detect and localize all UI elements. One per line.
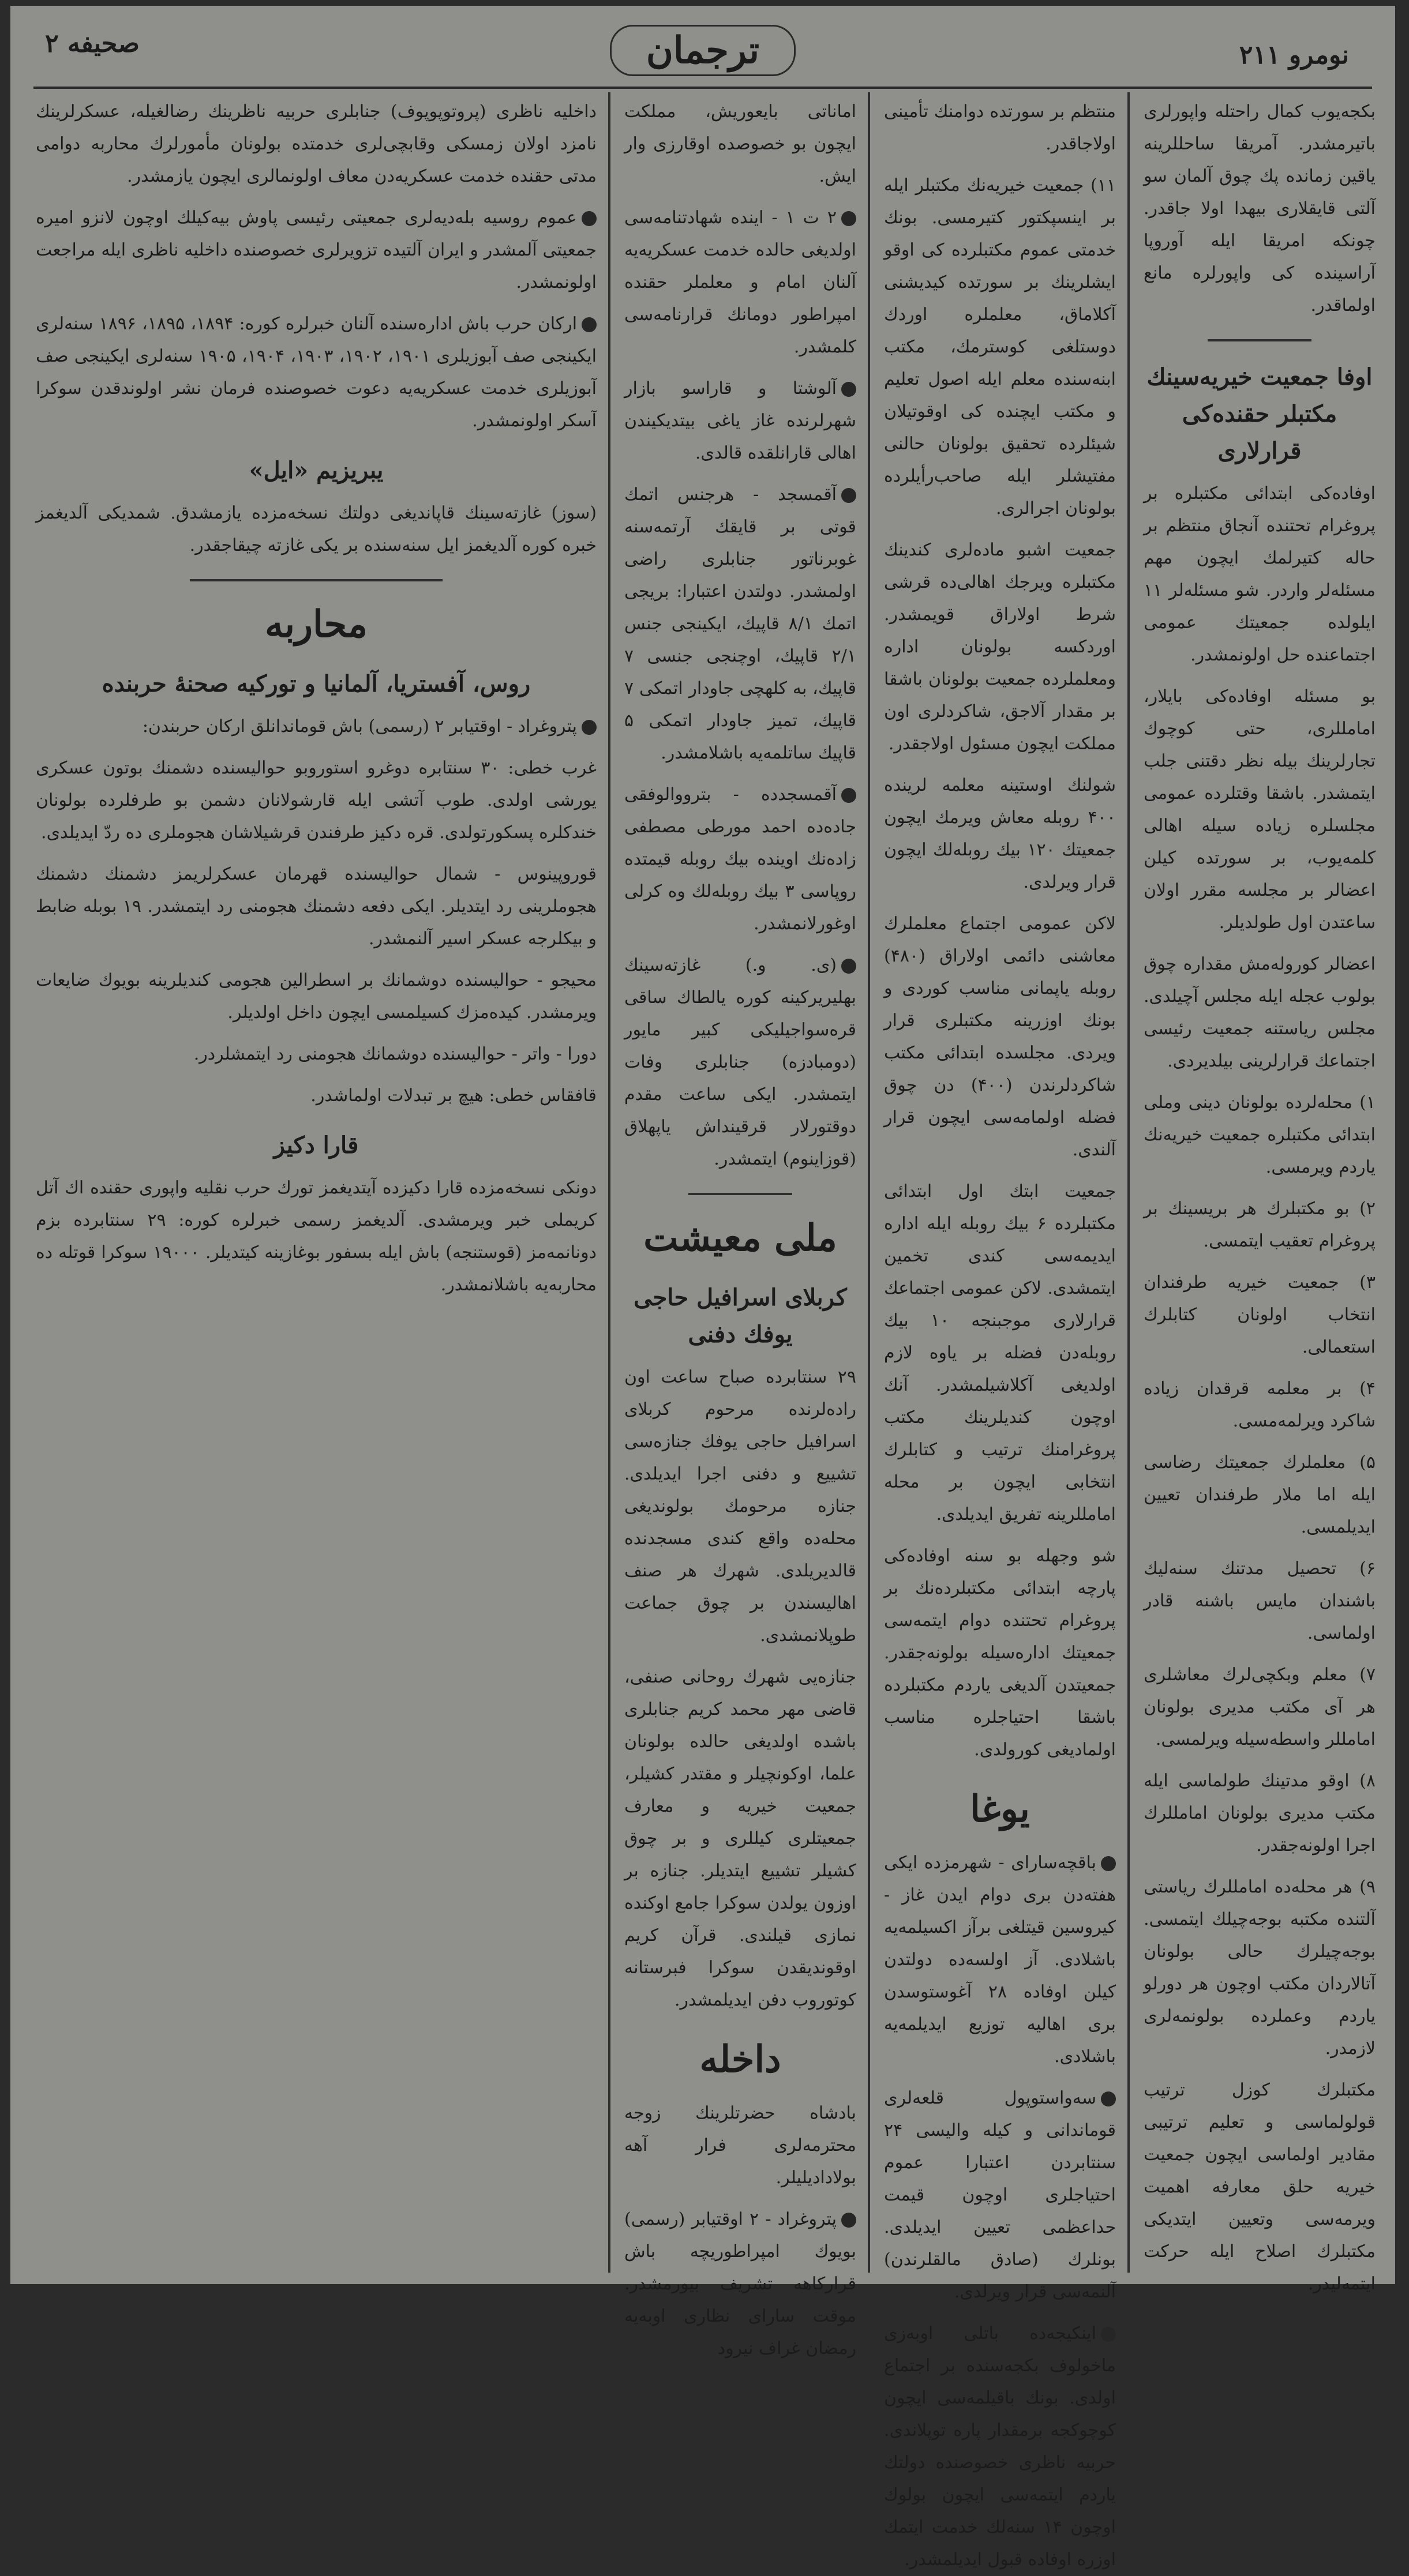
paragraph: شو وجهله بو سنه اوفاده‌کی پارچه ابتدائی مکتبلرده‌نك بر پروغرام تحتنده دوام ایتمه‌سی جمعیتك اداره‌سیله بولونه‌جقدر. جمعیتدن آلدیغی یاردم مکتبلرده باشقا احتیاجلره مناسب اولمادیغی کورولدی. — [884, 1546, 1116, 1760]
paragraph: ۱۱) جمعیت خیریه‌نك مکتبلر ایله بر اینسپکتور کتیرمسی. بونك خدمتی عموم مکتبلرده کی اوقو ایشلرینك بر سورتده کیدیشنی آکلاماق، معلملره اوردك دوستلغی کوسترمك، مکتب ابنه‌سنده معلم ایله اصول تعلیم و مکتب ایچنده کی اوقوتیلان شیئلرده تحقیق بولونان حالنی مفتیشلر ایله صاحب‌رأیلرده بولونان اجرالری. — [884, 175, 1116, 519]
bullet-icon — [1101, 2327, 1116, 2342]
paragraph-text: عموم روسیه بله‌دیه‌لری جمعیتی رئیسی پاوش بیه‌کیلك اوچون لانزو امیره جمعیتی آلمشدر و ایران آلتیده تزویرلری خصوصنده داخلیه ناظری ایله مراجعت اولونمشدر. — [36, 208, 597, 292]
paragraph: شولنك اوستینه معلمه لرینده ۴۰۰ روبله معاش ویرمك ایچون جمعیتك ۱۲۰ بیك روبله‌لك ایچون قرار ویرلدی. — [884, 775, 1116, 892]
paragraph-text: ارکان حرب باش اداره‌سنده آلنان خبرلره کوره: ۱۸۹۴، ۱۸۹۵، ۱۸۹۶ سنه‌لری ایکینجی صف آبوزیلری ۱۹۰۱، ۱۹۰۲، ۱۹۰۳، ۱۹۰۴، ۱۹۰۵ سنه‌لری ایکینجی صف آبوزیلری خدمت عسکریه‌یه دعوت خصوصنده فرمان نشر اولوندقدن سوکرا آسکر اولونمشدر. — [36, 314, 597, 431]
column-2 — [876, 92, 1124, 2570]
paragraph-text: ۲ ت ۱ - اینده شهادتنامه‌سی اولدیغی حالده خدمت عسکریه‌یه آلنان امام و معلملر حقنده امپراطور دومانك قرارنامه‌سی کلمشدر. — [624, 208, 856, 357]
paragraph-text: (ی. و.) غازته‌سینك بهلیریرکینه کوره یالطاك ساقی قره‌سواجیلیکی کبیر مایور (دومبادزه) جنابلری وفات ایتمشدر. ایکی ساعت مقدم دوقتورلار قرقینداش یاپهلاق (قوزاینوم) ایتمشدر. — [624, 955, 856, 1169]
section-heading: یوغا — [970, 1788, 1030, 1831]
paragraph-text: باقچه‌سارای - شهرمزده ایکی هفته‌دن بری دوام ایدن غاز - کیروسین قیتلغی برآز اکسیلمه‌یه باشلادی. آز اولسه‌ده دولتدن کیلن اوفاده ۲۸ آغوستوسدن بری اهالیه توزیع ایدیلمه‌یه باشلادی. — [884, 1853, 1116, 2067]
paragraph — [36, 308, 597, 437]
bullet-icon — [841, 382, 856, 397]
article-heading: یبریزیم «ایل» — [249, 457, 384, 484]
page-number: صحیفه ۲ — [45, 29, 140, 58]
columns — [22, 92, 1384, 2570]
divider — [1208, 339, 1312, 341]
paragraph: منتظم بر سورتده دوامنك تأمینی اولاجاقدر. — [884, 102, 1116, 154]
list-item: ۹) هر محله‌ده امامللرك ریاستی آلتنده مکتبه بوجه‌چیلك ایتمسی. بوجه‌چیلرك حالی بولونان آتالاردان مکتب اوچون هر دورلو یاردم وعملرده بولونمه‌لری لازمدر. — [1144, 1877, 1376, 2059]
issue-number: نومرو ۲۱۱ — [1239, 40, 1349, 70]
bullet-icon — [841, 788, 856, 803]
paragraph — [624, 779, 856, 940]
newspaper-title-text: ترجمان — [610, 25, 796, 76]
section-heading: ملی معیشت — [643, 1216, 837, 1260]
paragraph: غرب خطی: ۳۰ سنتابره دوغرو استوروبو حوالیسنده دشمنك بوتون عسکری یورشی اولدی. طوب آتشی ایله قارشولانان دشمن بو طرفلرده بولونان خندکلره پسکورتولدی. قره دکیز طرفندن قرشیلاشان هجوملری ده ردّ ایدیلدی. — [36, 758, 597, 843]
paragraph: محیجو - حوالیسنده دوشمانك بر اسطرالین هجومی کندیلرینه بویوك ضایعات ویرمشدر. کیده‌مزك کسیلمسی ایچون داخل اولدیلر. — [36, 970, 597, 1023]
paragraph: دونکی نسخه‌مزده قارا دکیزده آیتدیغمز تورك حرب نقلیه واپوری حقنده اك آتل کریملی خبر ویرمشدی. آلدیغمز رسمی خبرلره کوره: ۲۹ سنتابرده بزم دونانمه‌مز (قوستنجه) باش ایله بسفور بوغازینه کیتدیلر. ۱۹۰۰۰ سوکرا قوتله ده محاربه‌یه باشلانمشدر. — [36, 1178, 597, 1295]
paragraph: قوروپینوس - شمال حوالیسنده قهرمان عسکرلریمز دشمنك دشمنك هجوملرینی رد ایتدیلر. ایکی دفعه دشمنك هجومنی رد ایتمشدر. ۱۹ بوبله ضابط و بیکلرجه عسکر اسیر آلنمشدر. — [36, 864, 597, 949]
masthead — [33, 17, 1372, 89]
paragraph: اوفاده‌کی ابتدائی مکتبلره بر پروغرام تحتنده آنجاق منتظم بر حاله کتیرلمك ایچون مهم مسئله‌لر واردر. شو مسئله‌لر ۱۱ ایلولده جمعیتك عمومی اجتماعنده حل اولونمشدر. — [1144, 483, 1376, 665]
paragraph: جمعیت ابتك اول ابتدائی مکتبلرده ۶ بیك روبله ایله اداره ایدیمه‌سی کندی تخمین ایتمشدی. لاکن عمومی اجتماعك قرارلاری موجبنجه ۱۰ بیك روبله‌دن فضله بر یاوه لازم اولدیغی آکلاشیلمشدر. آنك اوچون کندیلرینك مکتب پروغرامنك ترتیب و کتابلرك انتخابی ایچون بر محله امامللرینه تفریق ایدیلدی. — [884, 1181, 1116, 1524]
list-item: ۶) تحصیل مدتنك سنه‌لیك باشندان مایس باشنه قادر اولماسی. — [1144, 1559, 1376, 1643]
section-heading: داخله — [699, 2038, 781, 2081]
paragraph-text: آقمسجد - هرجنس اتمك قوتی بر قایقك آرتمه‌سنه غوبرناتور جنابلری راضی اولمشدر. دولتدن اعتبارا: بریجی اتمك ۸/۱ قاپیك، ایکینجی جنس ۲/۱ قاپیك، اوچنجی جنسی ۷ قاپیك، به کلهچی جاودار اتمکی ۷ قاپیك، تمیز جاودار اتمکی ۵ قاپیك ساتلمه‌یه باشلامشدر. — [624, 485, 856, 763]
bullet-icon — [841, 488, 856, 503]
paragraph: (سوز) غازته‌سینك قاپاندیغی دولتك نسخه‌مزده یازمشدق. شمدیکی آلدیغمز خبره کوره آلدیغمز ایل سنه‌سنده بر یکی غازته چیقاجقدر. — [36, 503, 597, 555]
paragraph: اعضالر کوروله‌مش مقداره چوق بولوب عجله ایله مجلس آچیلدی. مجلس ریاستنه جمعیت رئیسی اجتماعك قرارلرینی بیلدیردی. — [1144, 954, 1376, 1071]
paragraph — [624, 202, 856, 363]
paragraph-text: پتروغراد - اوقتیابر ۲ (رسمی) باش قوماندانلق ارکان حربندن: — [142, 716, 577, 737]
column-3 — [616, 92, 864, 2359]
column-1 — [1136, 92, 1384, 2294]
article-heading: قارا دکیز — [273, 1132, 359, 1159]
paragraph: اماناتی بایعوریش، مملکت ایچون بو خصوصده اوقارزی وار ایش. — [624, 102, 856, 186]
newspaper-title — [33, 29, 1372, 72]
divider — [190, 579, 442, 581]
bullet-icon — [582, 317, 597, 332]
paragraph: بکجه‌یوب کمال راحتله واپورلری باتیرمشدر. آمریقا ساحللرینه یاقین زمانده پك چوق آلمان سو آلتی قایقلاری بیهدا اولا جاقدر. چونکه امریقا ایله آوروپا آراسینده کی واپورلره مانع اولماقدر. — [1144, 102, 1376, 316]
paragraph-text: اینکیجه‌ده باتلی اوبه‌زی ماخولوف بکجه‌سنده بر اجتماع اولدی. بونك باقیلمه‌سی ایچون کوچوکجه برمقدار پاره توپلاندی. حربیه ناظری خصوصنده دولتك یاردم ایتمه‌سی ایچون بولوك اوچون ۱۴ سنه‌لك خدمت ایتمك اوزره اوفاده قبول ایدیلمشدر. — [884, 2323, 1116, 2570]
list-item: ۲) بو مکتبلرك هر بریسینك بر پروغرام تعقیب ایتمسی. — [1144, 1199, 1376, 1251]
column-rule — [1127, 92, 1130, 2273]
bullet-icon — [841, 959, 856, 974]
bullet-icon — [1101, 1856, 1116, 1871]
bullet-icon — [1101, 2091, 1116, 2106]
paragraph-text: آقمسجدده - بترووالوفقی جاده‌ده احمد مورطی مصطفی زاده‌نك اوینده بیك روبله قیمتده روپاسی ۳ بیك روبله‌لك وه کرلی اوغورلانمشدر. — [624, 784, 856, 934]
paragraph — [36, 711, 597, 743]
bullet-icon — [582, 211, 597, 226]
paragraph-text: پتروغراد - ۲ اوقتیابر (رسمی) بویوك امپراطوریچه باش قرارکاهه تشریف بیورمشدر. موقت سارای نظاری اوبه‌یه رمضان غراف نیرود — [624, 2209, 856, 2359]
paragraph — [884, 2082, 1116, 2308]
paragraph: جنازه‌یی شهرك روحانی صنفی، قاضی مهر محمد کریم جنابلری باشده اولدیغی حالده بولونان علما، اوکونچیلر و مقتدر کشیلر، جمعیت خیریه و معارف جمعیتلری کیللری و بر چوق کشیلر تشییع ایتدیلر. جنازه بر اوزون یولدن سوکرا جامع اوکنده نمازی قیلندی. قرآن کریم اوقوندیقدن سوکرا فبرستانه کوتوروب دفن ایدیلمشدر. — [624, 1667, 856, 2010]
paragraph: لاکن عمومی اجتماع معلملرك معاشنی دائمی اولاراق (۴۸۰) روبله یاپمانی مناسب کوردی و بونك اوزرینه مکتبلری قرار ویردی. مجلسده ابتدائی مکتب شاکردلرندن (۴۰۰) دن چوق فضله اولمامه‌سی ایچون قرار آلندی. — [884, 914, 1116, 1160]
paragraph: ۲۹ سنتابرده صباح ساعت اون راده‌لرنده مرحوم کربلای اسرافیل حاجی یوفك جنازه‌سی تشییع و دفنی اجرا ایدیلدی. جنازه مرحومك بولوندیغی محله‌ده واقع کندی مسجدنده قالدیریلدی. شهرك هر صنف اهالیسندن بر چوق جماعت طوپلانمشدی. — [624, 1367, 856, 1646]
list-item: ۳) جمعیت خیریه طرفندان انتخاب اولونان کتابلرك استعمالی. — [1144, 1272, 1376, 1357]
paragraph — [624, 373, 856, 470]
section-heading: محاربه — [264, 603, 368, 646]
paragraph — [36, 202, 597, 299]
paragraph: بو مسئله اوفاده‌کی بایلار، امامللری، حتی کوچوك تجارلرینك بیله نظر دقتنی جلب ایتمشدر. باشقا وقتلرده عمومی مجلسلره زیاده سیله اهالی کلمه‌یوب، بر سورتده کیلن اعضالر بر مجلسه مقرر اولان ساعتدن اول طولدیلر. — [1144, 686, 1376, 933]
paragraph: مکتبلرك کوزل ترتیب قولولماسی و تعلیم ترتیبی مقادیر اولماسی ایچون جمعیت خیریه حلق معارفه اهمیت ویرمه‌سی وتعیین ایتدیکی مکتبلرك اصلاح ایله حرکت ایتمه‌لیدر. — [1144, 2080, 1376, 2294]
bullet-icon — [841, 2213, 856, 2228]
paragraph — [624, 479, 856, 769]
paragraph — [884, 1847, 1116, 2073]
list-item: ۴) بر معلمه قرقدان زیاده شاکرد ویرلمه‌مسی. — [1144, 1379, 1376, 1431]
bullet-icon — [841, 211, 856, 226]
article-subheading: کربلای اسرافیل حاجی یوفك دفنی — [634, 1284, 847, 1348]
article-heading: اوفا جمعیت خیریه‌سینك مکتبلر حقنده‌کی قرارلاری — [1146, 363, 1373, 464]
paragraph-text: آلوشتا و قاراسو بازار شهرلرنده غاز یاغی بیتدیکیندن اهالی قارانلقده قالدی. — [624, 378, 856, 463]
bullet-icon — [582, 720, 597, 735]
paragraph — [884, 2318, 1116, 2576]
paragraph: بادشاه حضرتلرینك زوجه محترمه‌لری فرار آهه بولادادیلیلر. — [624, 2103, 856, 2188]
list-item: ۷) معلم وبکچی‌لرك معاشلری هر آی مکتب مدیری بولونان امامللر واسطه‌سیله ویرلمسی. — [1144, 1665, 1376, 1749]
paragraph: قافقاس خطی: هیچ بر تبدلات اولماشدر. — [310, 1086, 597, 1106]
paragraph: داخلیه ناظری (پروتوپوپوف) جنابلری حربیه ناظرینك رضالغیله، عسکرلرینك نامزد اولان زمسکی وقابچی‌لری خدمتده بولونان مأمورلرك محاربه دوامی مدتی حقنده خدمت عسکریه‌دن معاف اولونمالری ایچون یازمشدر. — [36, 102, 597, 186]
list-item: ۱) محله‌لرده بولونان دینی وملی ابتدائی مکتبلره جمعیت خیریه‌نك یاردم ویرمسی. — [1144, 1092, 1376, 1177]
paragraph-text: سه‌واستوپول قلعه‌لری قوماندانی و کیله والیسی ۲۴ سنتابردن اعتبارا عموم احتیاجلری اوچون قیمت حداعظمی تعیین ایدیلدی. بونلرك (صادق مالقلرندن) آلنمه‌سی قرار ویرلدی. — [884, 2088, 1116, 2302]
column-4 — [28, 92, 605, 2273]
column-rule — [868, 92, 870, 2273]
list-item: ۵) معلملرك جمعیتك رضاسی ایله اما ملار طرفندان تعیین ایدیلمسی. — [1144, 1452, 1376, 1537]
list-item: ۸) اوقو مدتینك طولماسی ایله مکتب مدیری بولونان امامللرك اجرا اولونه‌جقدر. — [1144, 1771, 1376, 1856]
column-rule — [608, 92, 610, 2273]
paragraph: جمعیت اشبو ماده‌لری کندینك مکتبلره ویرجك اهالی‌ده قرشی شرط اولاراق قویمشدر. اوردکسه بولونان اداره ومعلملرده جمعیت بولونان باشقا بر مقدار آلاجق، شاکردلری اون مملکت ایچون مسئول اولاجقدر. — [884, 540, 1116, 754]
paragraph: دورا - واتر - حوالیسنده دوشمانك هجومنی رد ایتمشلردر. — [193, 1044, 597, 1064]
paragraph — [624, 949, 856, 1176]
article-subheading: روس، آفستریا، آلمانیا و تورکیه صحنهٔ حربنده — [102, 670, 531, 697]
newspaper-page — [10, 6, 1395, 2570]
paragraph — [624, 2203, 856, 2365]
divider — [688, 1193, 793, 1195]
